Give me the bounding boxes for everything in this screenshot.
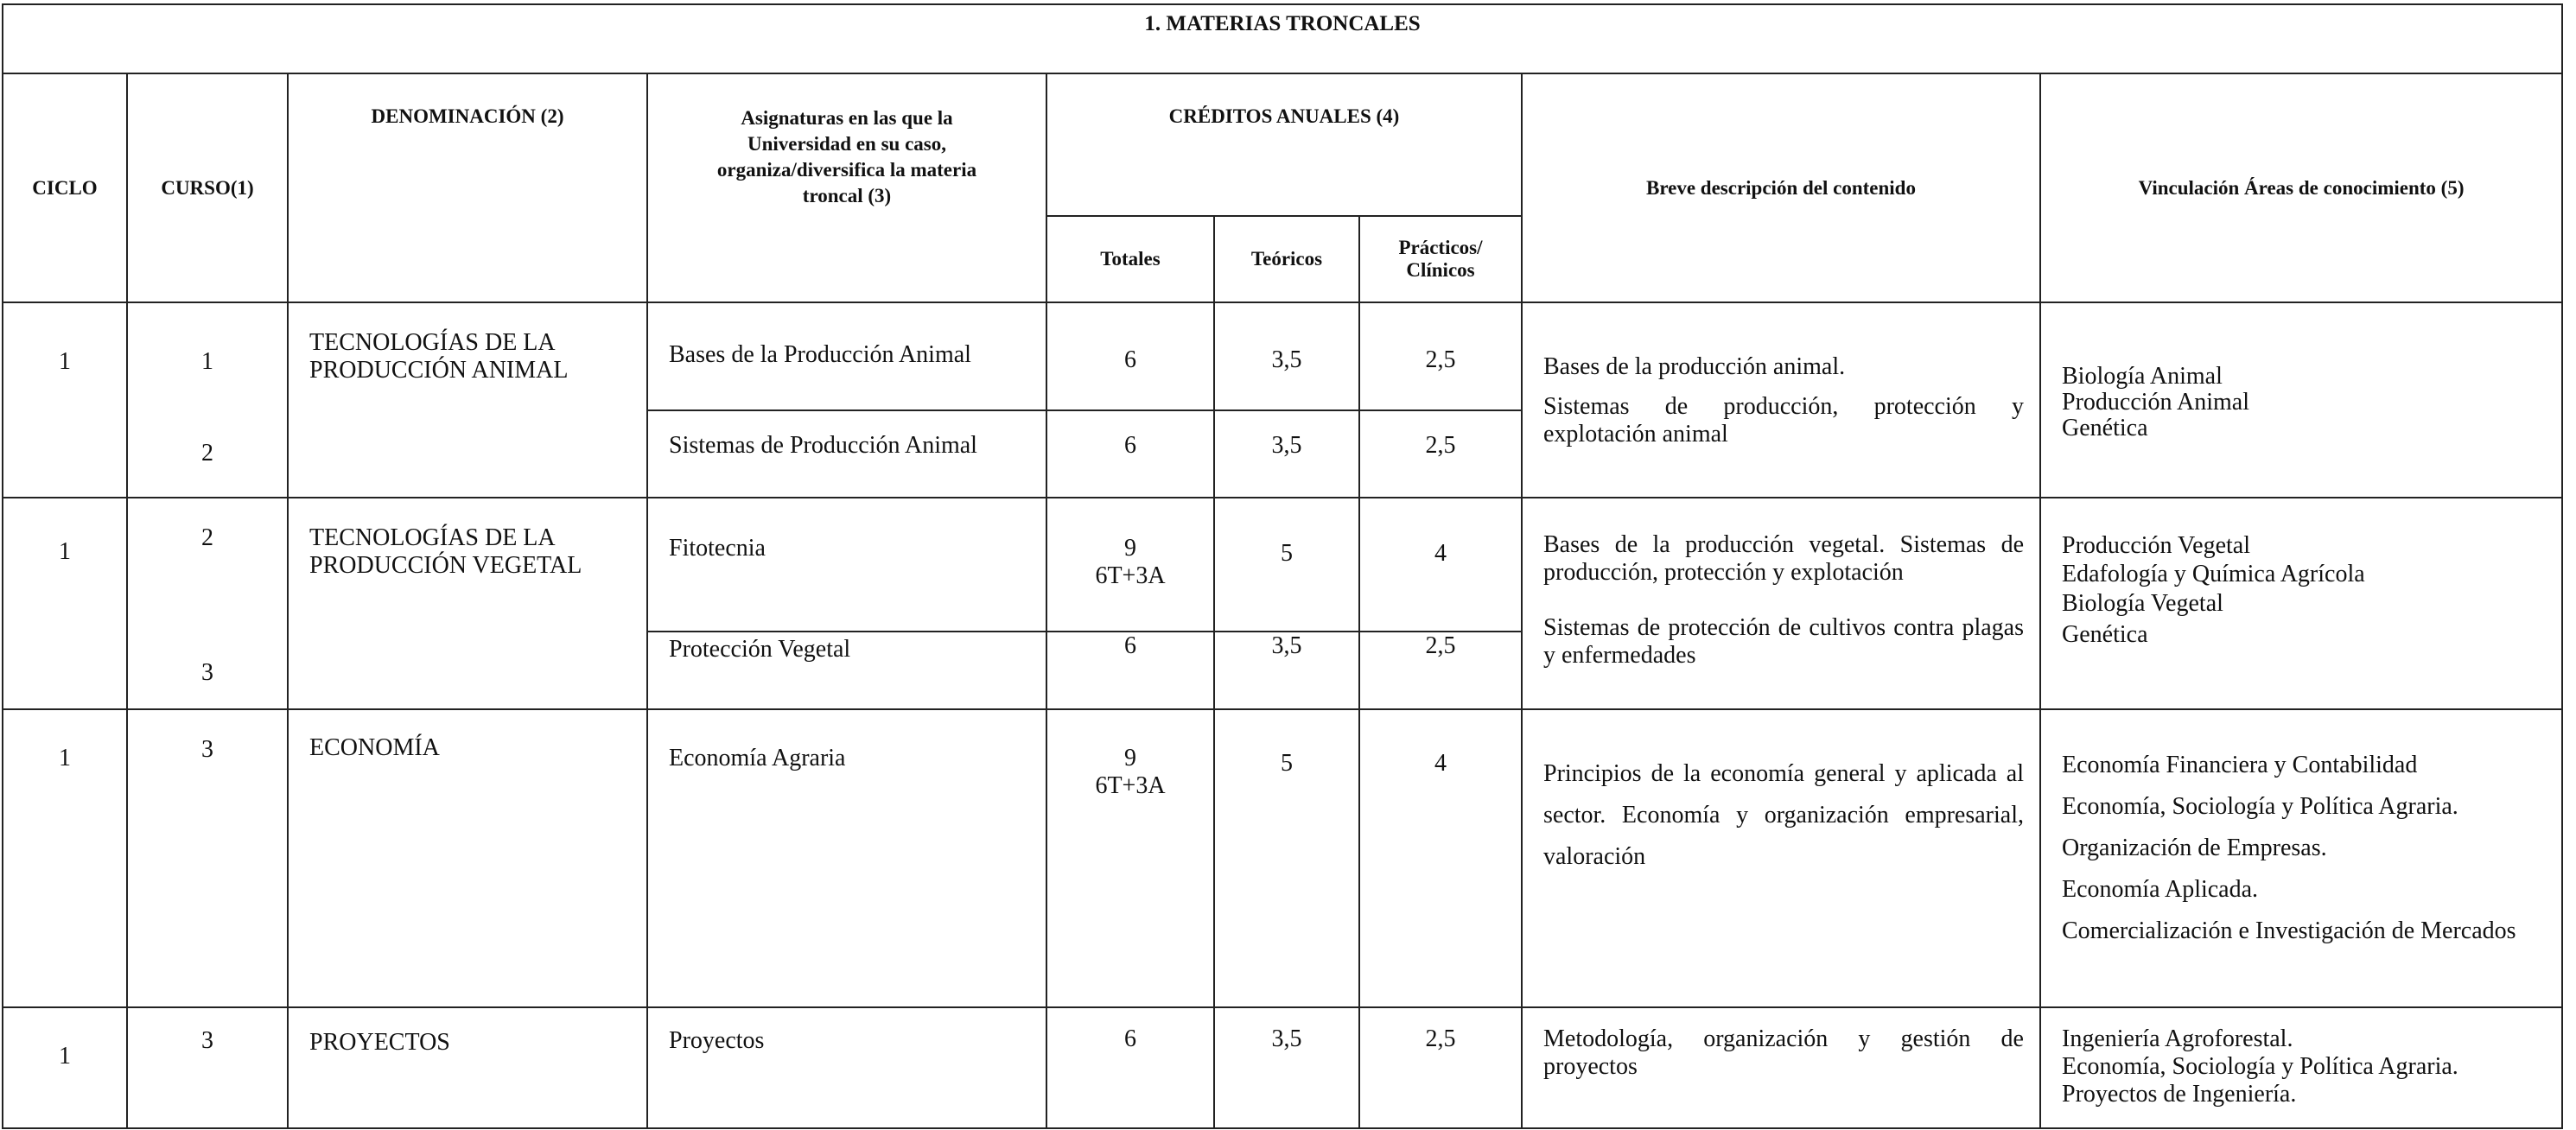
ciclo-cell: 1 [3,1007,127,1128]
practicos-cell: 2,5 [1359,632,1522,709]
header-ciclo: CICLO [3,73,127,302]
totales-detail: 6T+3A [1095,772,1166,799]
header-asignaturas: Asignaturas en las que la Universidad en su caso, organiza/diversifica la materia troncal (3) [647,73,1046,302]
header-curso: CURSO(1) [127,73,288,302]
area-item: Proyectos de Ingeniería. [2062,1081,2297,1108]
ciclo-cell: 1 [3,302,127,498]
header-teoricos: Teóricos [1214,216,1359,302]
area-item: Organización de Empresas. [2062,835,2327,861]
areas-cell [2040,498,2562,709]
totales-detail: 6T+3A [1095,562,1166,589]
descripcion-cell [1522,498,2040,709]
teoricos-cell: 3,5 [1214,410,1359,498]
curso-cell [127,498,288,709]
descripcion-line: Bases de la producción vegetal. Sistemas de producción, protección y explotación [1543,531,2024,586]
materias-table [2,3,2563,1129]
asignatura-cell: Economía Agraria [647,709,1046,1007]
asignatura-cell: Protección Vegetal [647,632,1046,709]
asignatura-cell: Fitotecnia [647,498,1046,632]
asignatura-cell: Sistemas de Producción Animal [647,410,1046,498]
header-totales: Totales [1046,216,1214,302]
descripcion-cell [1522,302,2040,498]
totales-cell: 6 [1046,410,1214,498]
totales-cell: 6 [1046,302,1214,410]
table-title: 1. MATERIAS TRONCALES [3,4,2562,73]
descripcion-cell: Principios de la economía general y aplicada al sector. Economía y organización empresarial, valoración [1522,709,2040,1007]
descripcion-line: Sistemas de producción, protección y explotación animal [1543,393,2024,448]
descripcion-cell: Metodología, organización y gestión de proyectos [1522,1007,2040,1128]
curso-value: 1 [201,348,213,375]
practicos-cell: 4 [1359,709,1522,1007]
area-item: Comercialización e Investigación de Mercados [2062,917,2516,944]
area-item: Economía, Sociología y Política Agraria. [2062,793,2458,820]
asignatura-cell: Bases de la Producción Animal [647,302,1046,410]
ciclo-cell: 1 [3,498,127,709]
teoricos-cell: 3,5 [1214,302,1359,410]
area-item: Economía Financiera y Contabilidad [2062,752,2418,778]
area-item: Biología Animal [2062,363,2223,390]
curso-value: 3 [201,659,213,686]
curso-cell: 3 [127,1007,288,1128]
descripcion-line: Sistemas de protección de cultivos contra plagas y enfermedades [1543,614,2024,669]
asignatura-cell: Proyectos [647,1007,1046,1128]
curso-value: 2 [201,524,213,551]
area-item: Ingeniería Agroforestal. [2062,1025,2293,1052]
totales-value: 9 [1124,535,1136,562]
materias-troncales-sheet [2,3,2561,1125]
curso-value: 2 [201,440,213,467]
area-item: Genética [2062,621,2148,648]
descripcion-line: Bases de la producción animal. [1543,353,1846,380]
areas-cell [2040,302,2562,498]
totales-cell [1046,709,1214,1007]
practicos-cell: 4 [1359,498,1522,632]
area-item: Producción Vegetal [2062,532,2250,559]
area-item: Producción Animal [2062,389,2249,416]
areas-cell [2040,709,2562,1007]
area-item: Biología Vegetal [2062,590,2223,617]
practicos-cell: 2,5 [1359,302,1522,410]
totales-cell: 6 [1046,1007,1214,1128]
practicos-cell: 2,5 [1359,1007,1522,1128]
header-denominacion: DENOMINACIÓN (2) [288,73,647,302]
area-item: Genética [2062,415,2148,441]
teoricos-cell: 5 [1214,498,1359,632]
header-creditos: CRÉDITOS ANUALES (4) [1046,73,1522,216]
denominacion-cell: ECONOMÍA [288,709,647,1007]
teoricos-cell: 5 [1214,709,1359,1007]
totales-cell: 6 [1046,632,1214,709]
denominacion-cell: PROYECTOS [288,1007,647,1128]
header-vinculacion: Vinculación Áreas de conocimiento (5) [2040,73,2562,302]
teoricos-cell: 3,5 [1214,632,1359,709]
curso-cell: 3 [127,709,288,1007]
totales-value: 9 [1124,745,1136,771]
denominacion-cell: TECNOLOGÍAS DE LA PRODUCCIÓN ANIMAL [288,302,647,498]
area-item: Economía, Sociología y Política Agraria. [2062,1053,2458,1080]
practicos-cell: 2,5 [1359,410,1522,498]
teoricos-cell: 3,5 [1214,1007,1359,1128]
header-descripcion: Breve descripción del contenido [1522,73,2040,302]
area-item: Edafología y Química Agrícola [2062,561,2365,587]
ciclo-cell: 1 [3,709,127,1007]
denominacion-cell: TECNOLOGÍAS DE LA PRODUCCIÓN VEGETAL [288,498,647,709]
totales-cell [1046,498,1214,632]
areas-cell [2040,1007,2562,1128]
header-practicos: Prácticos/ Clínicos [1359,216,1522,302]
curso-cell [127,302,288,498]
area-item: Economía Aplicada. [2062,876,2259,903]
